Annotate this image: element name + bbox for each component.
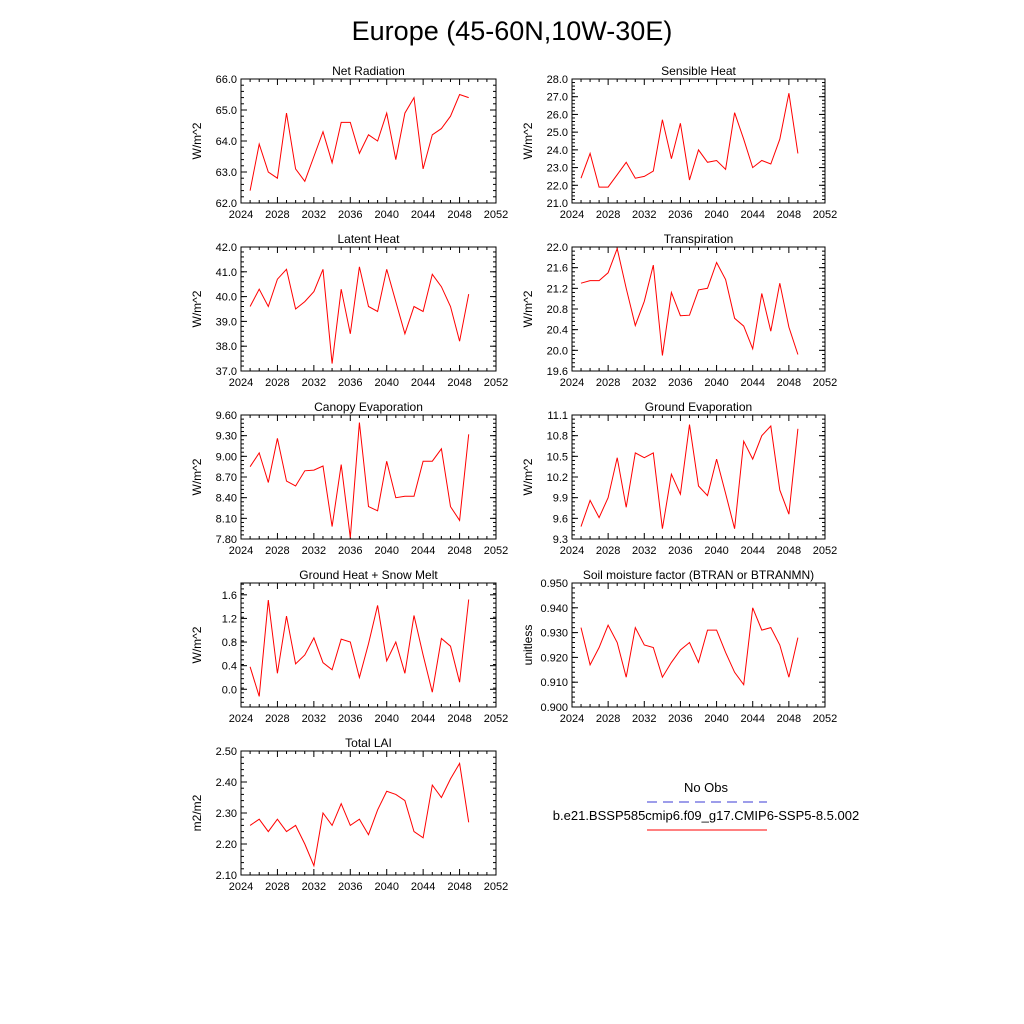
y-tick-label: 25.0 [546,127,568,140]
chart-title: Canopy Evaporation [314,400,423,414]
x-tick-label: 2032 [632,377,657,389]
x-tick-label: 2048 [447,545,472,557]
y-tick-label: 26.0 [546,109,568,122]
plot-frame [241,751,496,875]
x-tick-label: 2052 [483,713,509,725]
x-tick-label: 2032 [632,545,657,557]
x-tick-label: 2036 [668,209,693,221]
y-tick-label: 2.50 [215,746,237,758]
y-tick-label: 27.0 [546,91,568,104]
x-tick-label: 2040 [704,545,729,557]
y-tick-label: 0.900 [540,702,568,714]
x-tick-label: 2024 [228,209,254,221]
x-tick-label: 2044 [740,209,765,221]
y-tick-label: 24.0 [546,144,568,157]
y-axis-label: W/m^2 [190,290,204,328]
y-tick-label: 20.8 [546,304,568,316]
y-axis-label: W/m^2 [521,122,535,160]
y-tick-label: 11.1 [547,410,568,422]
chart-title: Soil moisture factor (BTRAN or BTRANMN) [582,568,815,582]
plot-frame [572,583,825,707]
x-tick-label: 2024 [228,377,254,389]
y-tick-label: 41.0 [215,266,237,279]
x-tick-label: 2024 [228,881,254,893]
x-tick-label: 2032 [632,209,657,221]
y-tick-label: 10.8 [546,430,568,443]
plot-frame [241,79,496,203]
y-tick-label: 0.940 [540,602,568,615]
series-line [250,600,469,697]
x-tick-label: 2036 [338,713,363,725]
y-tick-label: 2.10 [215,870,237,882]
chart-panel-5 [190,400,508,557]
x-tick-label: 2048 [776,377,802,389]
x-tick-label: 2052 [483,377,509,389]
x-tick-label: 2036 [668,713,693,725]
plot-frame [572,247,825,371]
series-line [250,423,469,538]
x-tick-label: 2024 [559,377,585,389]
x-tick-label: 2052 [483,881,509,893]
x-tick-label: 2028 [595,545,621,557]
y-tick-label: 0.920 [540,652,568,665]
plot-frame [572,415,825,539]
y-tick-label: 8.10 [215,513,237,526]
y-tick-label: 39.0 [215,316,237,329]
series-line [250,267,469,364]
y-tick-label: 1.6 [221,589,237,602]
x-tick-label: 2036 [668,545,693,557]
y-tick-label: 10.5 [546,451,568,464]
y-tick-label: 0.930 [540,627,568,640]
y-tick-label: 22.0 [546,180,568,193]
y-tick-label: 21.0 [546,198,568,210]
x-tick-label: 2024 [228,713,254,725]
x-tick-label: 2024 [559,713,585,725]
legend-obs-label: No Obs [683,780,729,795]
x-tick-label: 2032 [301,545,327,557]
x-tick-label: 2048 [776,545,802,557]
legend [553,780,859,830]
y-tick-label: 9.9 [552,492,568,505]
y-tick-label: 64.0 [215,136,237,148]
series-line [581,249,798,356]
x-tick-label: 2040 [374,881,399,893]
x-tick-label: 2044 [740,713,765,725]
y-tick-label: 38.0 [215,341,237,354]
x-tick-label: 2052 [812,209,838,221]
x-tick-label: 2044 [740,545,765,557]
x-tick-label: 2024 [559,209,585,221]
y-tick-label: 0.4 [221,660,237,673]
y-tick-label: 0.0 [221,684,237,697]
series-line [250,95,469,191]
chart-panel-2 [521,64,837,221]
y-axis-label: W/m^2 [521,290,535,328]
y-tick-label: 20.4 [546,324,568,337]
x-tick-label: 2040 [704,713,729,725]
x-tick-label: 2048 [447,209,472,221]
x-tick-label: 2052 [812,713,838,725]
chart-panel-7 [190,568,508,725]
x-tick-label: 2036 [338,881,363,893]
x-tick-label: 2032 [301,209,327,221]
x-tick-label: 2028 [595,713,621,725]
x-tick-label: 2040 [704,209,729,221]
x-tick-label: 2028 [265,545,290,557]
x-tick-label: 2044 [410,713,436,725]
chart-panel-1 [190,64,508,221]
chart-title: Transpiration [663,232,734,246]
y-tick-label: 9.3 [552,534,568,546]
x-tick-label: 2028 [595,209,621,221]
x-tick-label: 2040 [374,377,399,389]
x-tick-label: 2036 [338,377,363,389]
chart-title: Sensible Heat [661,64,736,78]
y-tick-label: 9.60 [215,410,237,422]
y-tick-label: 19.6 [546,366,568,378]
chart-title: Total LAI [345,736,392,750]
series-line [581,93,798,187]
y-axis-label: W/m^2 [521,458,535,496]
y-tick-label: 28.0 [546,74,568,86]
x-tick-label: 2052 [483,209,509,221]
y-tick-label: 22.0 [546,242,568,254]
y-tick-label: 8.40 [215,492,237,505]
x-tick-label: 2028 [265,377,290,389]
x-tick-label: 2036 [668,377,693,389]
chart-title: Latent Heat [337,232,400,246]
x-tick-label: 2028 [265,881,290,893]
chart-panel-4 [521,232,837,389]
y-tick-label: 9.6 [552,513,568,526]
y-axis-label: m2/m2 [190,794,204,832]
chart-panel-9 [190,736,508,893]
y-tick-label: 10.2 [546,472,568,484]
y-axis-label: W/m^2 [190,458,204,496]
x-tick-label: 2052 [812,377,838,389]
x-tick-label: 2032 [301,713,327,725]
x-tick-label: 2024 [559,545,585,557]
y-tick-label: 21.6 [546,262,568,275]
y-tick-label: 20.0 [546,345,568,358]
y-tick-label: 62.0 [215,198,237,210]
page-title: Europe (45-60N,10W-30E) [351,16,673,46]
y-axis-label: W/m^2 [190,626,204,664]
chart-title: Ground Evaporation [644,400,753,414]
x-tick-label: 2040 [374,545,399,557]
y-axis-label: unitless [521,624,535,666]
plot-frame [241,415,496,539]
x-tick-label: 2048 [447,377,472,389]
x-tick-label: 2048 [447,881,472,893]
series-line [581,608,798,685]
series-line [581,425,798,529]
y-tick-label: 2.30 [215,808,237,820]
y-tick-label: 9.00 [215,451,237,464]
x-tick-label: 2044 [740,377,765,389]
x-tick-label: 2028 [595,377,621,389]
y-tick-label: 2.40 [215,777,237,789]
x-tick-label: 2032 [301,377,327,389]
chart-panel-6 [521,400,837,557]
y-tick-label: 23.0 [546,162,568,175]
x-tick-label: 2052 [812,545,838,557]
chart-panel-3 [190,232,508,389]
chart-title: Net Radiation [332,64,405,78]
y-tick-label: 21.2 [546,283,568,296]
y-tick-label: 0.8 [221,637,237,650]
y-tick-label: 0.950 [540,578,568,590]
y-tick-label: 7.80 [215,534,237,546]
x-tick-label: 2048 [447,713,472,725]
x-tick-label: 2052 [483,545,509,557]
y-tick-label: 37.0 [215,366,237,378]
chart-panel-8 [521,568,837,725]
x-tick-label: 2028 [265,713,290,725]
y-tick-label: 8.70 [215,472,237,484]
x-tick-label: 2044 [410,881,436,893]
y-tick-label: 1.2 [221,613,237,626]
chart-title: Ground Heat + Snow Melt [299,568,438,582]
x-tick-label: 2032 [632,713,657,725]
legend-case-label: b.e21.BSSP585cmip6.f09_g17.CMIP6-SSP5-8.5.002 [552,808,860,823]
x-tick-label: 2040 [374,713,399,725]
y-axis-label: W/m^2 [190,122,204,160]
y-tick-label: 66.0 [215,74,237,86]
y-tick-label: 42.0 [215,242,237,254]
y-tick-label: 63.0 [215,167,237,179]
y-tick-label: 65.0 [215,105,237,117]
series-line [250,763,469,865]
x-tick-label: 2040 [704,377,729,389]
x-tick-label: 2044 [410,209,436,221]
x-tick-label: 2040 [374,209,399,221]
x-tick-label: 2028 [265,209,290,221]
y-tick-label: 40.0 [215,291,237,304]
y-tick-label: 9.30 [215,430,237,443]
x-tick-label: 2044 [410,377,436,389]
plot-frame [241,247,496,371]
x-tick-label: 2048 [776,713,802,725]
x-tick-label: 2048 [776,209,802,221]
y-tick-label: 2.20 [215,839,237,851]
x-tick-label: 2032 [301,881,327,893]
x-tick-label: 2044 [410,545,436,557]
x-tick-label: 2036 [338,209,363,221]
x-tick-label: 2036 [338,545,363,557]
y-tick-label: 0.910 [540,677,568,690]
x-tick-label: 2024 [228,545,254,557]
